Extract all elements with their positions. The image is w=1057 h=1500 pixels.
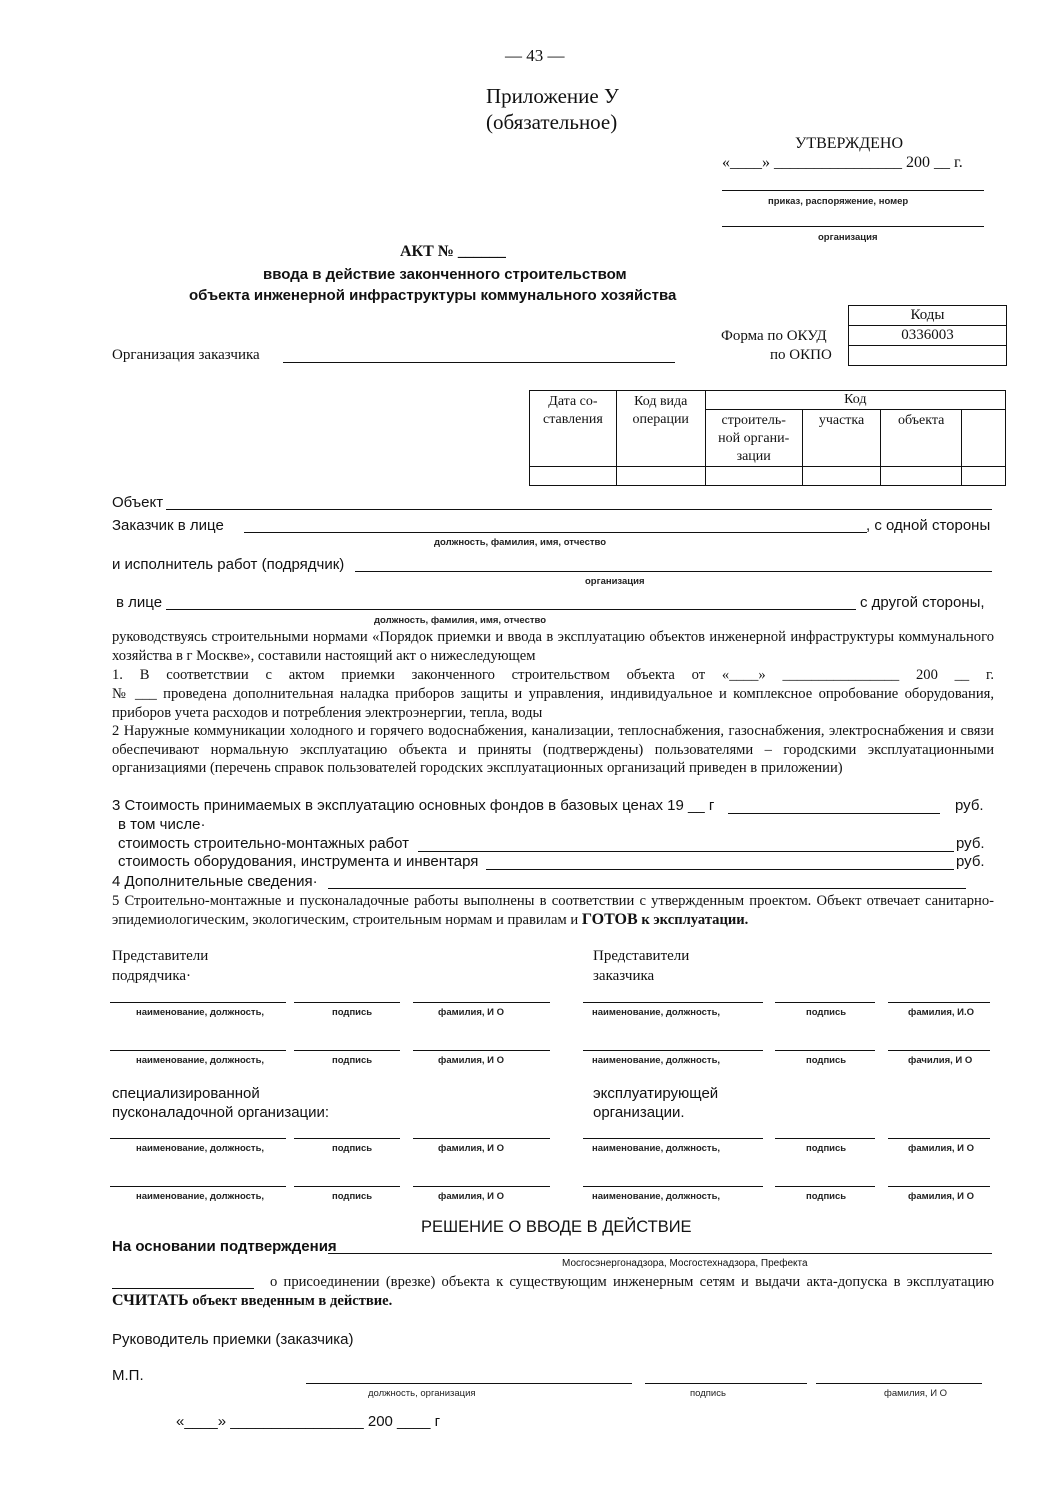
customer-sig2-name-field[interactable] [583, 1050, 763, 1051]
customer-sig1-caption-sign: подпись [806, 1007, 847, 1018]
contractor-reps-heading-2: подрядчика· [112, 968, 192, 984]
decision-basis-caption: Мосгосэнергонадзора, Мосгостехнадзора, Префекта [562, 1258, 808, 1269]
item1-rest: № ___ проведена дополнительная наладка приборов защиты и управления, индивидуальное и комплексное опробование оборудования, приборов учета расходов и потребления электроэнергии, тепла, воды [112, 686, 994, 721]
contractor-rep-field[interactable] [166, 609, 856, 610]
act-subtitle-line2: объекта инженерной инфраструктуры коммунального хозяйства [189, 287, 677, 304]
codes-header: Коды [849, 306, 1007, 326]
okpo-value[interactable] [849, 346, 1007, 366]
operating-sig1-caption-name: наименование, должность, [592, 1143, 721, 1154]
header-construction-line1: строитель- [721, 413, 786, 428]
decision-basis-label: На основании подтверждения [112, 1238, 337, 1255]
customer-sig1-fio-field[interactable] [888, 1002, 990, 1003]
decision-main-text: о присоединении (врезке) объекта к существующим инженерным сетям и выдачи акта-допуска в эксплуатацию [270, 1274, 994, 1290]
header-operation-line1: Код вида [634, 394, 688, 409]
head-fio-field[interactable] [816, 1383, 982, 1384]
contractor-sig2-caption-fio: фамилия, И О [438, 1055, 505, 1066]
contractor-sig2-caption-name: наименование, должность, [136, 1055, 265, 1066]
codes-table [848, 305, 1007, 366]
item1-line1: 1. В соответствии с актом приемки законченного строительством объекта от «____» ________________ 200 __ г. [112, 667, 994, 683]
cost-construction-unit: руб. [956, 835, 985, 852]
code-table-header-date [530, 391, 617, 467]
item5-main-text: 5 Строительно-монтажные и пусконаладочные работы выполнены в соответствии с утвержденным проектом. Объект отвечает санитарно-эпидемиологическим, экологическим, строительным нормам и правилам и [112, 893, 994, 928]
customer-sig1-caption-fio: фамилия, И.О [908, 1007, 975, 1018]
customer-org-field[interactable] [283, 362, 675, 363]
customer-sig2-sign-field[interactable] [775, 1050, 875, 1051]
operating-heading-2: организации. [593, 1104, 685, 1121]
commissioning-sig2-fio-field[interactable] [413, 1186, 550, 1187]
contractor-sig1-caption-fio: фамилия, И О [438, 1007, 505, 1018]
commissioning-sig1-caption-name: наименование, должность, [136, 1143, 265, 1154]
code-table-header-operation [616, 391, 705, 467]
customer-sig2-caption-sign: подпись [806, 1055, 847, 1066]
code-table-header-object: объекта [881, 410, 962, 467]
contractor-sig1-name-field[interactable] [110, 1002, 286, 1003]
contractor-caption: организация [585, 576, 645, 587]
item4-label: 4 Дополнительные сведения· [112, 873, 318, 890]
contractor-sig1-caption-name: наименование, должность, [136, 1007, 265, 1018]
header-operation-line2: операции [632, 412, 689, 427]
code-cell-object[interactable] [881, 467, 962, 486]
decision-basis-field[interactable] [328, 1253, 992, 1254]
head-of-acceptance-label: Руководитель приемки (заказчика) [112, 1331, 354, 1348]
object-label: Объект [112, 494, 164, 511]
act-title: АКТ № ______ [400, 243, 506, 260]
code-cell-date[interactable] [530, 467, 617, 486]
customer-sig2-caption-name: наименование, должность, [592, 1055, 721, 1066]
contractor-sig1-caption-sign: подпись [332, 1007, 373, 1018]
customer-rep-field[interactable] [244, 532, 867, 533]
decision-heading: РЕШЕНИЕ О ВВОДЕ В ДЕЙСТВИЕ [421, 1218, 692, 1236]
appendix-title: Приложение У [486, 84, 619, 108]
customer-rep-caption: должность, фамилия, имя, отчество [434, 537, 607, 548]
customer-sig1-caption-name: наименование, должность, [592, 1007, 721, 1018]
header-date-line2: ставления [543, 412, 603, 427]
customer-reps-heading-2: заказчика [593, 968, 655, 984]
commissioning-sig2-caption-name: наименование, должность, [136, 1191, 265, 1202]
decision-consider-text: СЧИТАТЬ [112, 1291, 189, 1309]
decision-paragraph [112, 1273, 994, 1310]
contractor-reps-heading-1: Представители [112, 948, 209, 964]
commissioning-sig2-sign-field[interactable] [294, 1186, 400, 1187]
approval-order-line[interactable] [722, 190, 984, 191]
approval-order-caption: приказ, распоряжение, номер [768, 196, 909, 207]
approval-organization-line[interactable] [722, 226, 984, 227]
approval-date-line[interactable]: «____» ________________ 200 __ г. [722, 154, 963, 171]
commissioning-sig1-fio-field[interactable] [413, 1138, 550, 1139]
item4-field[interactable] [328, 888, 966, 889]
object-field[interactable] [166, 509, 992, 510]
item3-label: 3 Стоимость принимаемых в эксплуатацию основных фондов в базовых ценах 19 __ г [112, 797, 715, 814]
operating-sig2-sign-field[interactable] [775, 1186, 875, 1187]
operating-sig2-fio-field[interactable] [888, 1186, 990, 1187]
item3-unit: руб. [955, 797, 984, 814]
contractor-rep-suffix: с другой стороны, [860, 594, 985, 611]
approval-organization-caption: организация [818, 232, 878, 243]
cost-construction-field[interactable] [418, 851, 954, 852]
item5-end-text: к эксплуатации. [641, 911, 749, 928]
commissioning-sig2-name-field[interactable] [110, 1186, 286, 1187]
header-construction-line2: ной органи- [718, 431, 790, 446]
contractor-sig1-sign-field[interactable] [294, 1002, 400, 1003]
code-table-header-extra [962, 410, 1006, 467]
commissioning-sig2-caption-fio: фамилия, И О [438, 1191, 505, 1202]
contractor-rep-caption: должность, фамилия, имя, отчество [374, 615, 547, 626]
appendix-subtitle: (обязательное) [486, 110, 618, 134]
operating-sig2-caption-fio: фамилия, И О [908, 1191, 975, 1202]
code-cell-extra[interactable] [962, 467, 1006, 486]
commissioning-sig1-sign-field[interactable] [294, 1138, 400, 1139]
code-cell-section[interactable] [802, 467, 881, 486]
code-table-header-construction-org [705, 410, 802, 467]
decision-end-text: объект введенным в действие. [192, 1292, 393, 1309]
act-subtitle-line1: ввода в действие законченного строительством [263, 266, 627, 283]
customer-reps-heading-1: Представители [593, 948, 690, 964]
commissioning-sig1-caption-sign: подпись [332, 1143, 373, 1154]
operating-sig1-name-field[interactable] [583, 1138, 763, 1139]
item3-value-field[interactable] [728, 813, 940, 814]
head-sign-caption: подпись [690, 1388, 726, 1399]
commissioning-heading-1: специализированной [112, 1085, 260, 1102]
customer-sig2-caption-fio: фачилия, И О [908, 1055, 973, 1066]
contractor-sig2-fio-field[interactable] [413, 1050, 550, 1051]
head-position-field[interactable] [306, 1383, 632, 1384]
operating-sig2-caption-sign: подпись [806, 1191, 847, 1202]
cost-equipment-unit: руб. [956, 853, 985, 870]
customer-sig1-name-field[interactable] [583, 1002, 763, 1003]
contractor-sig1-fio-field[interactable] [413, 1002, 550, 1003]
head-position-caption: должность, организация [368, 1388, 476, 1399]
customer-org-label: Организация заказчика [112, 347, 260, 363]
contractor-rep-label: в лице [116, 594, 163, 611]
head-date-line[interactable]: «____» ________________ 200 ____ г [176, 1413, 441, 1430]
code-cell-construction-org[interactable] [705, 467, 802, 486]
contractor-sig2-sign-field[interactable] [294, 1050, 400, 1051]
okud-value[interactable]: 0336003 [849, 326, 1007, 346]
item5-ready-text: ГОТОВ [581, 910, 638, 928]
operating-sig2-name-field[interactable] [583, 1186, 763, 1187]
customer-rep-label: Заказчик в лице [112, 517, 224, 534]
cost-equipment-label: стоимость оборудования, инструмента и инвентаря [118, 853, 479, 870]
operating-sig2-caption-name: наименование, должность, [592, 1191, 721, 1202]
including-label: в том числе· [118, 816, 206, 833]
contractor-sig2-name-field[interactable] [110, 1050, 286, 1051]
okud-label: Форма по ОКУД [721, 328, 827, 344]
operating-sig1-caption-fio: фамилия, И О [908, 1143, 975, 1154]
header-date-line1: Дата со- [548, 394, 598, 409]
contractor-sig2-caption-sign: подпись [332, 1055, 373, 1066]
code-table-header-section: участка [802, 410, 881, 467]
cost-equipment-field[interactable] [486, 869, 954, 870]
customer-rep-suffix: , с одной стороны [866, 517, 991, 534]
contractor-label: и исполнитель работ (подрядчик) [112, 556, 345, 573]
contractor-field[interactable] [355, 571, 992, 572]
commissioning-sig1-name-field[interactable] [110, 1138, 286, 1139]
item5-paragraph [112, 892, 994, 929]
code-cell-operation[interactable] [616, 467, 705, 486]
header-construction-line3: зации [736, 449, 771, 464]
approval-label: УТВЕРЖДЕНО [795, 135, 904, 152]
commissioning-sig1-caption-fio: фамилия, И О [438, 1143, 505, 1154]
item2-paragraph: 2 Наружные коммуникации холодного и горячего водоснабжения, канализации, теплоснабжения, газоснабжения, электроснабжения и связи обеспечивают нормальную эксплуатацию объекта и приняты (подтверждены) пользователями – городскими эксплуатационными организациями (перечень справок пользователей городских эксплуатационных организаций приведен в приложении) [112, 723, 994, 777]
customer-sig1-sign-field[interactable] [775, 1002, 875, 1003]
operating-sig1-caption-sign: подпись [806, 1143, 847, 1154]
cost-construction-label: стоимость строительно-монтажных работ [118, 835, 410, 852]
seal-label: М.П. [112, 1367, 144, 1384]
operating-sig1-fio-field[interactable] [888, 1138, 990, 1139]
code-table-header-code: Код [705, 391, 1005, 410]
intro-paragraph: руководствуясь строительными нормами «Порядок приемки и ввода в эксплуатацию объектов инженерной инфраструктуры коммунального хозяйства в г Москве», составили настоящий акт о нижеследующем [112, 629, 994, 664]
operating-sig1-sign-field[interactable] [775, 1138, 875, 1139]
code-table [529, 390, 1006, 486]
operating-heading-1: эксплуатирующей [593, 1085, 719, 1102]
okpo-label: по ОКПО [770, 347, 832, 363]
commissioning-sig2-caption-sign: подпись [332, 1191, 373, 1202]
customer-sig2-fio-field[interactable] [888, 1050, 990, 1051]
page-number: — 43 — [505, 46, 565, 65]
head-fio-caption: фамилия, И О [884, 1388, 948, 1399]
head-sign-field[interactable] [645, 1383, 807, 1384]
commissioning-heading-2: пусконаладочной организации: [112, 1104, 330, 1121]
